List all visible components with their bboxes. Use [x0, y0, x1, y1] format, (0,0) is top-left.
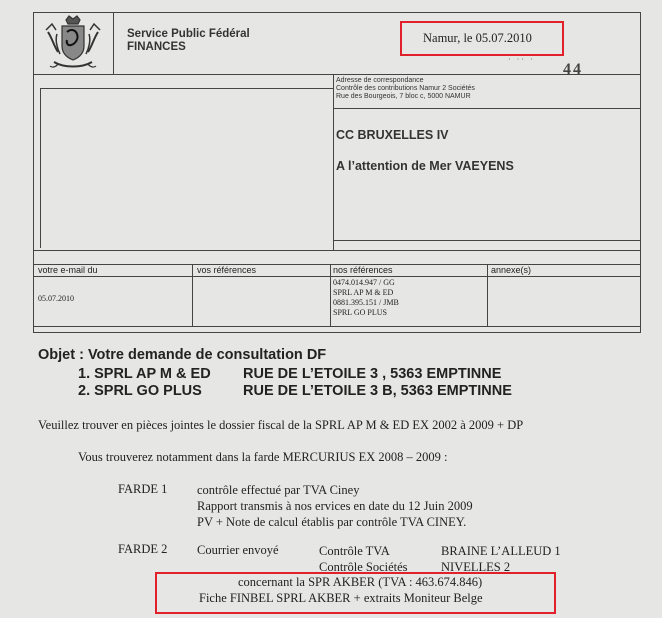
belgian-coat-of-arms-icon	[40, 14, 106, 72]
col-header-email: votre e-mail du	[38, 265, 98, 275]
recipient-attention: A l’attention de Mer VAEYENS	[336, 159, 514, 173]
subject-company-1-address: RUE DE L’ETOILE 3 , 5363 EMPTINNE	[243, 366, 502, 382]
correspondence-office: Contrôle des contributions Namur 2 Sociétés	[336, 85, 475, 92]
our-reference-line: 0881.395.151 / JMB	[333, 298, 399, 307]
org-department: FINANCES	[127, 41, 186, 53]
recipient-office: CC BRUXELLES IV	[336, 128, 449, 142]
farde-1-line: Rapport transmis à nos ervices en date du 12 Juin 2009	[197, 499, 473, 513]
akber-finbel: Fiche FINBEL SPRL AKBER + extraits Moniteur Belge	[199, 591, 483, 605]
middle-vertical-line	[333, 74, 334, 250]
table-top-line	[33, 250, 640, 251]
col-header-your-references: vos références	[197, 265, 257, 275]
frame-left-line	[33, 12, 34, 332]
farde-2-location: BRAINE L’ALLEUD 1	[441, 544, 561, 558]
akber-concerning: concernant la SPR AKBER (TVA : 463.674.846)	[238, 575, 483, 589]
farde-2-location: NIVELLES 2	[441, 560, 511, 574]
frame-top-line	[33, 12, 640, 13]
correspondence-top-line	[333, 74, 640, 75]
col-header-our-references: nos références	[333, 265, 393, 275]
subject-title: Objet : Votre demande de consultation DF	[38, 347, 327, 363]
frame-bottom-line	[33, 332, 641, 333]
frame-right-line	[640, 12, 641, 332]
header-divider	[33, 74, 333, 75]
farde-2-control: Contrôle TVA	[319, 544, 390, 558]
farde-1-line: contrôle effectué par TVA Ciney	[197, 483, 360, 497]
table-col-sep-3	[487, 264, 488, 326]
org-name: Service Public Fédéral	[127, 28, 250, 40]
email-date-cell: 05.07.2010	[38, 294, 74, 303]
correspondence-label: Adresse de correspondance	[336, 77, 424, 84]
farde-2-label: FARDE 2	[118, 542, 168, 556]
subject-company-1-name: 1. SPRL AP M & ED	[78, 366, 211, 382]
highlight-box-date	[400, 21, 564, 56]
table-col-sep-2	[330, 264, 331, 326]
table-header-bottom	[33, 276, 640, 277]
subject-company-2-name: 2. SPRL GO PLUS	[78, 383, 202, 399]
farde-2-mail-sent: Courrier envoyé	[197, 543, 279, 557]
our-reference-line: 0474.014.947 / GG	[333, 278, 395, 287]
farde-2-control: Contrôle Sociétés	[319, 560, 408, 574]
correspondence-street: Rue des Bourgeois, 7 bloc c, 5000 NAMUR	[336, 93, 471, 100]
farde-1-label: FARDE 1	[118, 482, 168, 496]
place-date: Namur, le 05.07.2010	[423, 31, 532, 45]
table-bottom-line	[33, 326, 640, 327]
decorative-dots: · ·· ·	[508, 55, 535, 64]
logo-separator	[113, 12, 114, 74]
subject-company-2-address: RUE DE L’ETOILE 3 B, 5363 EMPTINNE	[243, 383, 512, 399]
col-header-annexes: annexe(s)	[491, 265, 532, 275]
address-window-left	[40, 88, 41, 248]
body-paragraph-1: Veuillez trouver en pièces jointes le dossier fiscal de la SPRL AP M & ED EX 2002 à 2009 + DP	[38, 418, 524, 432]
address-window-top	[40, 88, 333, 89]
our-reference-line: SPRL GO PLUS	[333, 308, 387, 317]
body-paragraph-2: Vous trouverez notamment dans la farde MERCURIUS EX 2008 – 2009 :	[78, 450, 448, 464]
our-reference-line: SPRL AP M & ED	[333, 288, 394, 297]
correspondence-bottom-line	[333, 108, 640, 109]
recipient-bottom-line	[333, 240, 640, 241]
page-number-stamp: 44	[563, 61, 583, 78]
table-col-sep-1	[192, 264, 193, 326]
farde-1-line: PV + Note de calcul établis par contrôle TVA CINEY.	[197, 515, 467, 529]
